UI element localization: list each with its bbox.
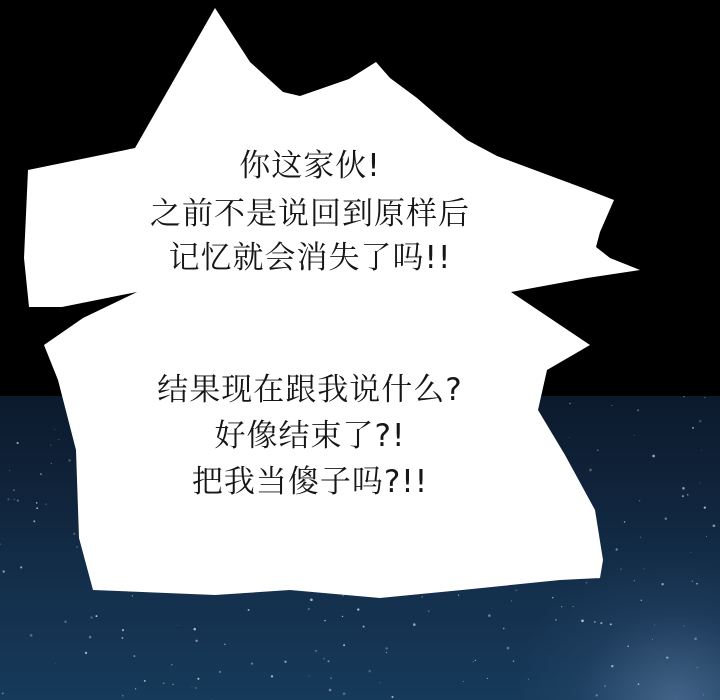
dialogue-line-1: 你这家伙! [239, 148, 381, 184]
dialogue-line-4: 结果现在跟我说什么? [157, 372, 463, 408]
dialogue-line-2: 之前不是说回到原样后 [150, 196, 470, 232]
dialogue-line-6: 把我当傻子吗?!! [191, 464, 429, 500]
dialogue-line-3: 记忆就会消失了吗!! [168, 240, 452, 276]
dialogue-line-5: 好像结束了?! [214, 418, 406, 454]
